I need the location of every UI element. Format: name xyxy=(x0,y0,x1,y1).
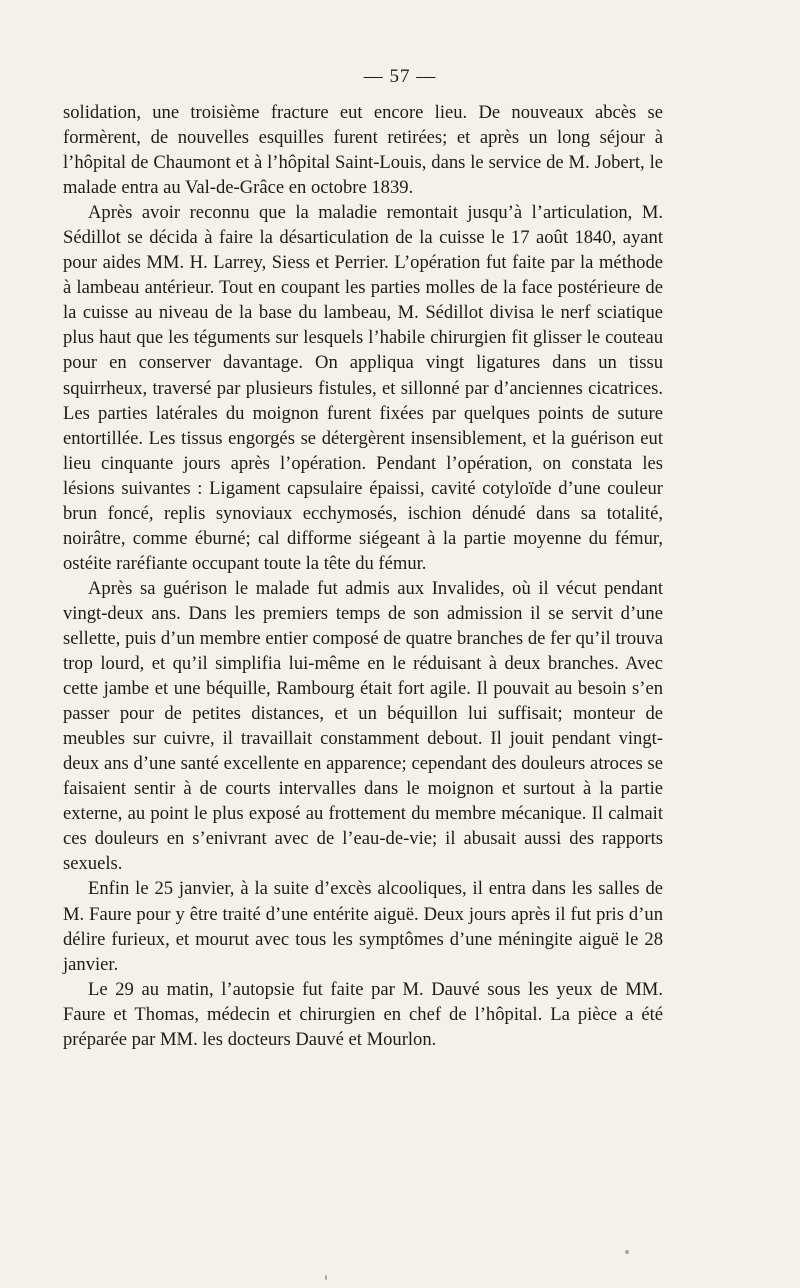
paper-speck xyxy=(625,1250,629,1254)
paper-speck xyxy=(325,1275,327,1280)
paragraph-4: Enfin le 25 janvier, à la suite d’excès alcooliques, il entra dans les salles de M. Faure pour y être traité d’une entérite aiguë. Deux jours après il fut pris d’un délire furieux, et mourut avec tous les symptômes d’une méningite aiguë le 28 janvier. xyxy=(63,878,663,975)
paragraph-3: Après sa guérison le malade fut admis aux Invalides, où il vécut pendant vingt-deux ans. Dans les premiers temps de son admission il se servit d’une sellette, puis d’un membre entier composé de quatre branches de fer qu’il trouva trop lourd, et qu’il simplifia lui-même en le réduisant à deux branches. Avec cette jambe et une béquille, Rambourg était fort agile. Il pouvait au besoin s’en passer pour de petites distances, et un béquillon lui suffisait; monteur de meubles sur cuivre, il travaillait constamment debout. Il jouit pendant vingt-deux ans d’une santé excellente en apparence; cependant des douleurs atroces se faisaient sentir à de courts intervalles dans le moignon et surtout à la partie externe, au point le plus exposé au frottement du membre mécanique. Il calmait ces douleurs en s’enivrant avec de l’eau-de-vie; il abusait aussi des rapports sexuels. xyxy=(63,577,663,875)
page-number: — 57 — xyxy=(363,66,437,87)
body-text xyxy=(63,100,663,1052)
paragraph-2: Après avoir reconnu que la maladie remontait jusqu’à l’articulation, M. Sédillot se décida à faire la désarticulation de la cuisse le 17 août 1840, ayant pour aides MM. H. Larrey, Siess et Perrier. L’opération fut faite par la méthode à lambeau antérieur. Tout en coupant les parties molles de la face postérieure de la cuisse au niveau de la base du lambeau, M. Sédillot divisa le nerf sciatique plus haut que les téguments sur lesquels l’habile chirurgien fit glisser le couteau pour en conserver davantage. On appliqua vingt ligatures dans un tissu squirrheux, traversé par plusieurs fistules, et sillonné par d’anciennes cicatrices. Les parties latérales du moignon furent fixées par quelques points de suture entortillée. Les tissus engorgés se détergèrent insensiblement, et la guérison eut lieu cinquante jours après l’opération. Pendant l’opération, on constata les lésions suivantes : Ligament capsulaire épaissi, cavité cotyloïde d’une couleur brun foncé, replis synoviaux ecchymosés, ischion dénudé dans sa totalité, noirâtre, comme éburné; cal difforme siégeant à la partie moyenne du fémur, ostéite raréfiante occupant toute la tête du fémur. xyxy=(63,202,663,574)
paragraph-1: solidation, une troisième fracture eut encore lieu. De nouveaux abcès se formèrent, de nouvelles esquilles furent retirées; et après un long séjour à l’hôpital de Chaumont et à l’hôpital Saint-Louis, dans le service de M. Jobert, le malade entra au Val-de-Grâce en octobre 1839. xyxy=(63,102,663,199)
paragraph-5: Le 29 au matin, l’autopsie fut faite par M. Dauvé sous les yeux de MM. Faure et Thomas, médecin et chirurgien en chef de l’hôpital. La pièce a été préparée par MM. les docteurs Dauvé et Mourlon. xyxy=(63,978,663,1050)
